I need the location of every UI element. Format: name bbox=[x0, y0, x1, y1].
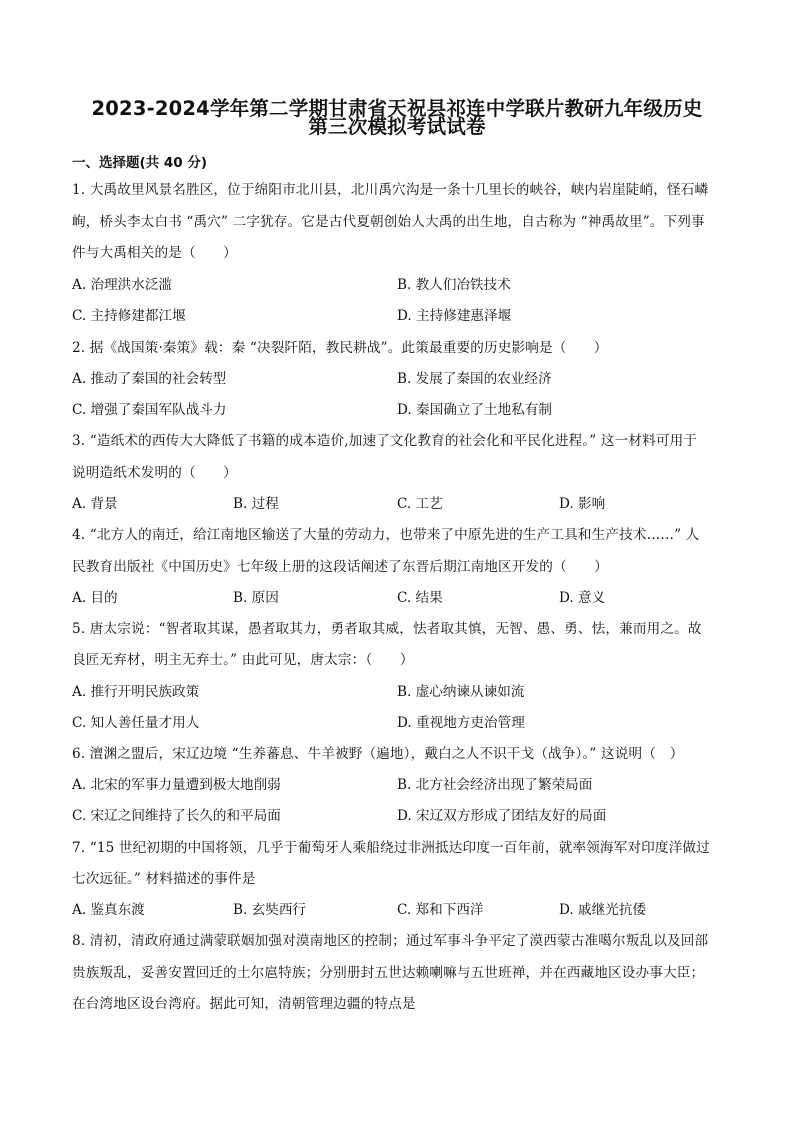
question-6-option-c: C. 宋辽之间维持了长久的和平局面 bbox=[72, 808, 281, 824]
question-5-option-a: A. 推行开明民族政策 bbox=[72, 684, 200, 700]
question-4-option-c: C. 结果 bbox=[397, 590, 443, 606]
question-4-option-a: A. 目的 bbox=[72, 590, 118, 606]
question-1-line-1: 1. 大禹故里风景名胜区，位于绵阳市北川县，北川禹穴沟是一条十几里长的峡谷，峡内岩崖陡峭，怪石嶙 bbox=[72, 182, 709, 198]
question-4-line-2: 民教育出版社《中国历史》七年级上册的这段话阐述了东晋后期江南地区开发的（ ） bbox=[72, 559, 609, 575]
question-7-line-2: 七次远征。” 材料描述的事件是 bbox=[72, 871, 256, 887]
question-6-option-b: B. 北方社会经济出现了繁荣局面 bbox=[397, 777, 593, 793]
exam-title-line2: 第三次模拟考试试卷 bbox=[308, 115, 486, 138]
question-3-option-a: A. 背景 bbox=[72, 496, 118, 512]
question-6-option-d: D. 宋辽双方形成了团结友好的局面 bbox=[397, 808, 607, 824]
question-2-option-c: C. 增强了秦国军队战斗力 bbox=[72, 402, 227, 418]
question-2-option-d: D. 秦国确立了土地私有制 bbox=[397, 402, 552, 418]
question-8-line-1: 8. 清初，清政府通过满蒙联姻加强对漠南地区的控制；通过军事斗争平定了漠西蒙古准噶尔叛乱以及回部 bbox=[72, 933, 709, 949]
question-2-option-b: B. 发展了秦国的农业经济 bbox=[397, 371, 552, 387]
question-5-option-b: B. 虚心纳谏从谏如流 bbox=[397, 684, 525, 700]
question-4-option-b: B. 原因 bbox=[233, 590, 279, 606]
question-3-option-b: B. 过程 bbox=[233, 496, 279, 512]
question-3-option-d: D. 影响 bbox=[559, 496, 606, 512]
question-5-option-c: C. 知人善任量才用人 bbox=[72, 715, 200, 731]
question-1-option-d: D. 主持修建惠泽堰 bbox=[397, 308, 512, 324]
question-4-option-d: D. 意义 bbox=[559, 590, 606, 606]
question-7-option-a: A. 鉴真东渡 bbox=[72, 902, 145, 918]
question-5-line-2: 良匠无弃材，明主无弃士。” 由此可见，唐太宗：（ ） bbox=[72, 652, 414, 668]
question-8-line-3: 在台湾地区设台湾府。据此可知，清朝管理边疆的特点是 bbox=[72, 996, 416, 1012]
question-1-line-3: 件与大禹相关的是（ ） bbox=[72, 245, 237, 261]
question-7-line-1: 7. “15 世纪初期的中国将领，几乎于葡萄牙人乘船绕过非洲抵达印度一百年前，就率领海军对印度洋做过 bbox=[72, 840, 710, 856]
question-5-line-1: 5. 唐太宗说：“智者取其谋，愚者取其力，勇者取其威，怯者取其慎，无智、愚、勇、怯，兼而用之。故 bbox=[72, 621, 702, 637]
question-6-option-a: A. 北宋的军事力量遭到极大地削弱 bbox=[72, 777, 281, 793]
question-3-line-1: 3. “造纸术的西传大大降低了书籍的成本造价,加速了文化教育的社会化和平民化进程。” 这一材料可用于 bbox=[72, 433, 698, 449]
question-7-option-d: D. 戚继光抗倭 bbox=[559, 902, 647, 918]
question-4-line-1: 4. “北方人的南迁，给江南地区输送了大量的劳动力，也带来了中原先进的生产工具和生产技术……” 人 bbox=[72, 527, 700, 543]
question-1-option-a: A. 治理洪水泛滥 bbox=[72, 277, 173, 293]
exam-title-line1: 2023-2024学年第二学期甘肃省天祝县祁连中学联片教研九年级历史 bbox=[91, 97, 703, 120]
question-3-line-2: 说明造纸术发明的（ ） bbox=[72, 465, 237, 481]
question-8-line-2: 贵族叛乱，妥善安置回迁的土尔扈特族；分别册封五世达赖喇嘛与五世班禅，并在西藏地区设办事大臣； bbox=[72, 965, 705, 981]
question-6-line-1: 6. 澶渊之盟后，宋辽边境 “生养蕃息、牛羊被野（遍地），戴白之人不识干戈（战争）。” 这说明（ ） bbox=[72, 746, 684, 762]
question-1-option-c: C. 主持修建都江堰 bbox=[72, 308, 186, 324]
question-1-option-b: B. 教人们冶铁技术 bbox=[397, 277, 511, 293]
question-2-option-a: A. 推动了秦国的社会转型 bbox=[72, 371, 227, 387]
question-3-option-c: C. 工艺 bbox=[397, 496, 443, 512]
section-heading: 一、选择题(共 40 分) bbox=[72, 155, 208, 171]
question-7-option-b: B. 玄奘西行 bbox=[233, 902, 307, 918]
question-5-option-d: D. 重视地方吏治管理 bbox=[397, 715, 525, 731]
question-7-option-c: C. 郑和下西洋 bbox=[397, 902, 484, 918]
question-2-line-1: 2. 据《战国策·秦策》载：秦 “决裂阡陌，教民耕战”。此策最重要的历史影响是（ ） bbox=[72, 340, 608, 356]
question-1-line-2: 峋，桥头李太白书 “禹穴” 二字犹存。它是古代夏朝创始人大禹的出生地，自古称为 “神禹故里”。下列事 bbox=[72, 214, 705, 230]
